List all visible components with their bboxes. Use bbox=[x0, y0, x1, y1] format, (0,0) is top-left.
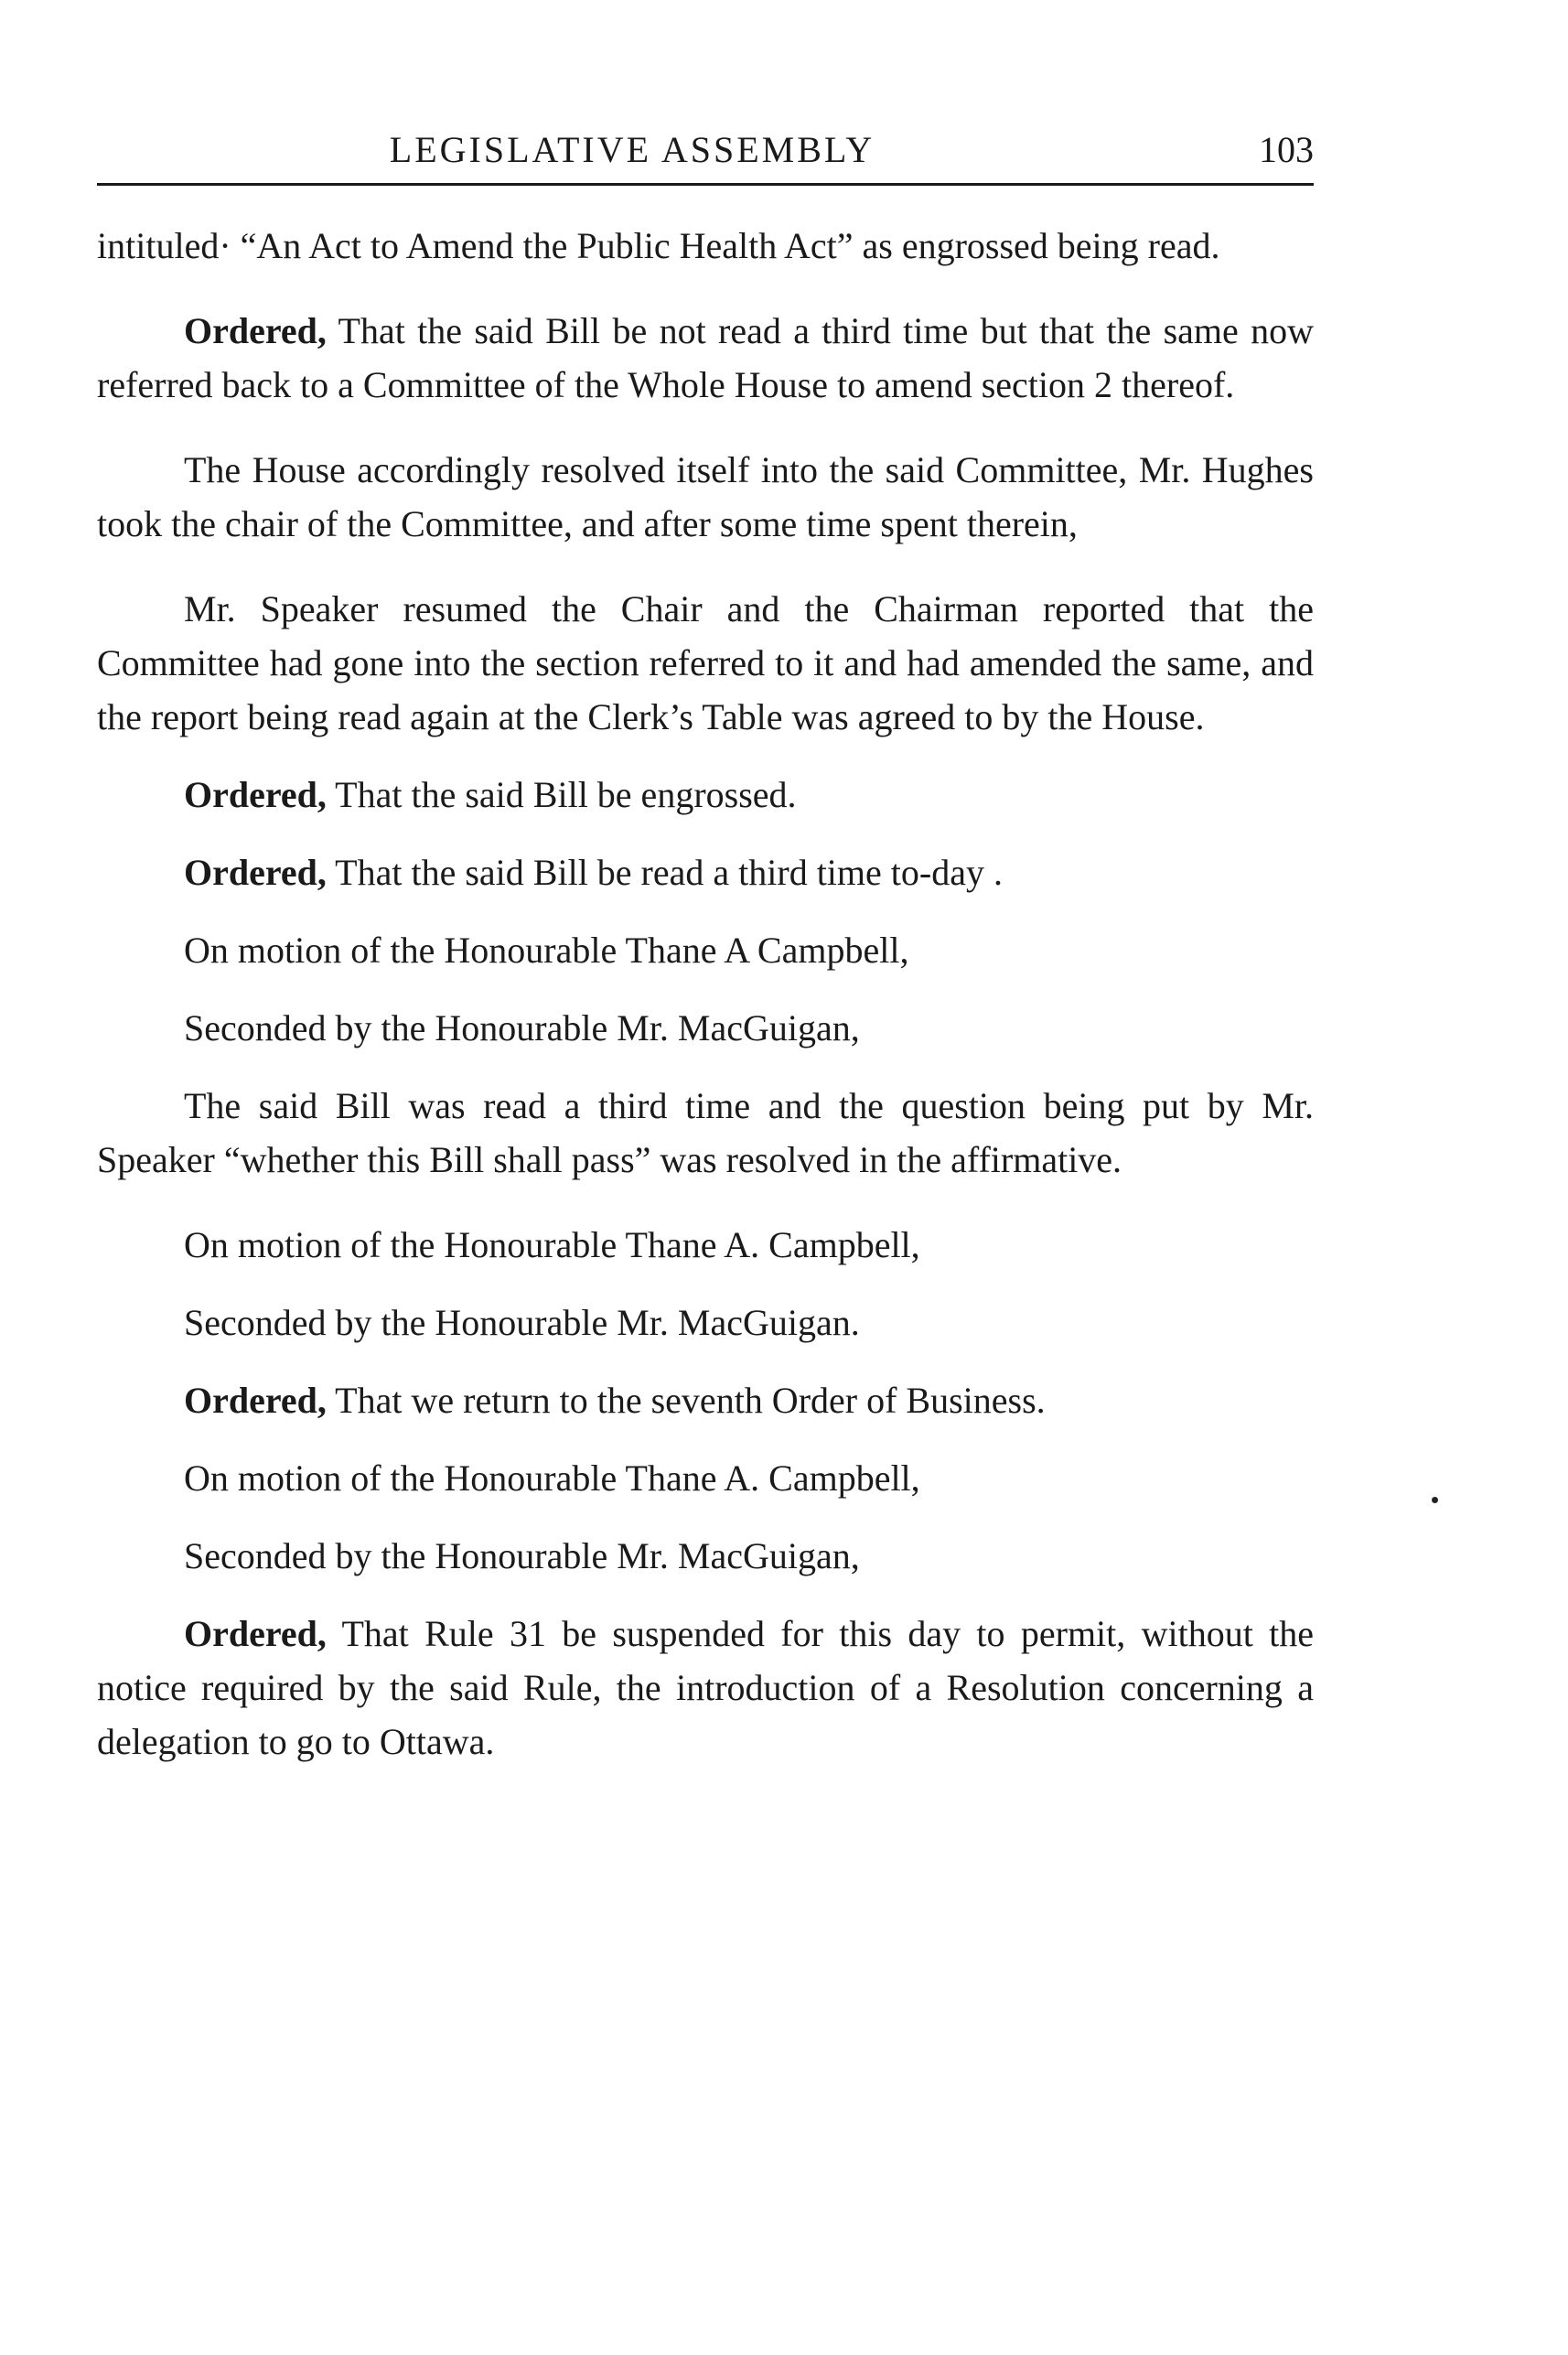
document-page bbox=[97, 128, 1314, 1769]
body-text bbox=[97, 219, 1314, 1769]
paragraph bbox=[97, 1373, 1314, 1427]
paragraph bbox=[97, 768, 1314, 822]
paragraph-text: The said Bill was read a third time and the question being put by Mr. Speaker “whether this Bill shall pass” was resolved in the affirmative. bbox=[97, 1085, 1314, 1180]
paragraph-lead: Ordered, bbox=[184, 310, 327, 351]
header-title: LEGISLATIVE ASSEMBLY bbox=[389, 129, 875, 170]
paragraph-text: That Rule 31 be suspended for this day to permit, without the notice required by the said Rule, the introduction of a Resolution concerning a delegation to go to Ottawa. bbox=[97, 1613, 1314, 1762]
paragraph bbox=[97, 219, 1314, 273]
paragraph bbox=[97, 1079, 1314, 1187]
paragraph-text: On motion of the Honourable Thane A. Campbell, bbox=[184, 1224, 920, 1265]
paragraph-text: intituled· “An Act to Amend the Public Health Act” as engrossed being read. bbox=[97, 225, 1220, 266]
ink-speck bbox=[1432, 1497, 1438, 1503]
paragraph bbox=[97, 1001, 1314, 1055]
paragraph-text: Mr. Speaker resumed the Chair and the Chairman reported that the Committee had gone into the section referred to it and had amended the same, and the report being read again at the Clerk’s Table was agreed to by the House. bbox=[97, 588, 1314, 737]
paragraph bbox=[97, 923, 1314, 977]
running-header bbox=[97, 128, 1314, 186]
paragraph-lead: Ordered, bbox=[184, 852, 327, 893]
paragraph bbox=[97, 1296, 1314, 1350]
paragraph bbox=[97, 1218, 1314, 1272]
paragraph-lead: Ordered, bbox=[184, 1613, 327, 1654]
paragraph-text: That the said Bill be engrossed. bbox=[326, 774, 797, 815]
paragraph-text: The House accordingly resolved itself into the said Committee, Mr. Hughes took the chair of the Committee, and after some time spent therein, bbox=[97, 449, 1314, 544]
paragraph bbox=[97, 1607, 1314, 1769]
paragraph-text: That we return to the seventh Order of Business. bbox=[326, 1380, 1046, 1421]
paragraph-text: Seconded by the Honourable Mr. MacGuigan, bbox=[184, 1535, 860, 1576]
paragraph bbox=[97, 1451, 1314, 1505]
paragraph bbox=[97, 1529, 1314, 1583]
paragraph-text: On motion of the Honourable Thane A. Campbell, bbox=[184, 1457, 920, 1499]
paragraph-text: On motion of the Honourable Thane A Campbell, bbox=[184, 930, 909, 971]
paragraph-text: That the said Bill be read a third time to-day . bbox=[326, 852, 1003, 893]
paragraph-text: That the said Bill be not read a third time but that the same now referred back to a Committee of the Whole House to amend section 2 thereof. bbox=[97, 310, 1314, 405]
paragraph-text: Seconded by the Honourable Mr. MacGuigan. bbox=[184, 1302, 860, 1343]
page-number: 103 bbox=[1259, 129, 1314, 170]
paragraph bbox=[97, 845, 1314, 899]
paragraph-lead: Ordered, bbox=[184, 774, 327, 815]
paragraph bbox=[97, 582, 1314, 744]
paragraph-lead: Ordered, bbox=[184, 1380, 327, 1421]
paragraph-text: Seconded by the Honourable Mr. MacGuigan, bbox=[184, 1007, 860, 1048]
paragraph bbox=[97, 304, 1314, 412]
paragraph bbox=[97, 443, 1314, 551]
